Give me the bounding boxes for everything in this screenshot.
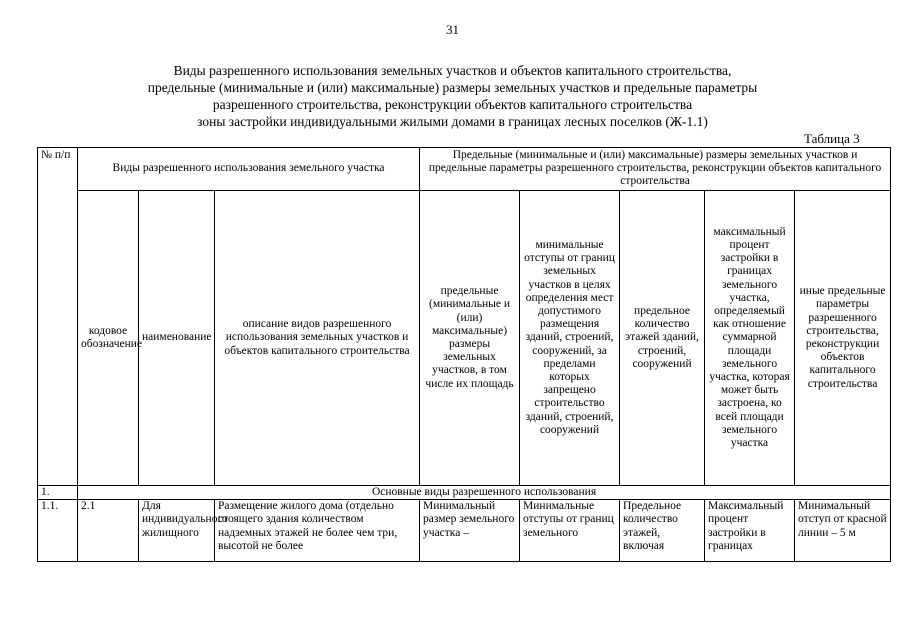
row-plot-sizes: Минимальный размер земельного участка – <box>420 500 520 562</box>
title-line-4: зоны застройки индивидуальными жилыми домами в границах лесных поселков (Ж-1.1) <box>197 114 708 129</box>
row-code: 2.1 <box>78 500 139 562</box>
header-number: № п/п <box>38 148 78 486</box>
page-number: 31 <box>446 22 459 37</box>
table-subheader-row <box>38 191 891 486</box>
subheader-name: наименование <box>139 191 215 486</box>
regulations-table <box>37 147 891 562</box>
table-row <box>38 500 891 562</box>
row-number: 1.1. <box>38 500 78 562</box>
document-title <box>80 62 825 130</box>
subheader-plot-sizes: предельные (минимальные и (или) максимальные) размеры земельных участков, в том числе их площадь <box>420 191 520 486</box>
subheader-other-params: иные предельные параметры разрешенного строительства, реконструкции объектов капитального строительства <box>795 191 891 486</box>
row-floors: Предельное количество этажей, включая <box>620 500 705 562</box>
section-number: 1. <box>38 486 78 500</box>
subheader-setbacks: минимальные отступы от границ земельных участков в целях определения мест допустимого размещения зданий, строений, сооружений, за пределами которых запрещено строительство зданий, строений, сооружений <box>520 191 620 486</box>
row-coverage: Максимальный процент застройки в границах <box>705 500 795 562</box>
subheader-floors: предельное количество этажей зданий, строений, сооружений <box>620 191 705 486</box>
table-header-row <box>38 148 891 191</box>
title-line-3: разрешенного строительства, реконструкции объектов капитального строительства <box>212 97 693 112</box>
subheader-coverage: максимальный процент застройки в границах земельного участка, определяемый как отношение суммарной площади земельного участка, которая может быть застроена, ко всей площади земельного участка <box>705 191 795 486</box>
row-name: Для индивидуального жилищного <box>139 500 215 562</box>
row-other-params: Минимальный отступ от красной линии – 5 м <box>795 500 891 562</box>
section-row <box>38 486 891 500</box>
header-limit-parameters: Предельные (минимальные и (или) максимальные) размеры земельных участков и предельные параметры разрешенного строительства, реконструкции объектов капитального строительства <box>420 148 891 191</box>
section-title: Основные виды разрешенного использования <box>78 486 891 500</box>
title-line-1: Виды разрешенного использования земельных участков и объектов капитального строительства, <box>173 63 732 78</box>
row-description: Размещение жилого дома (отдельно стоящего здания количеством надземных этажей не более чем три, высотой не более <box>215 500 420 562</box>
subheader-code: кодовое обозначение <box>78 191 139 486</box>
row-setbacks: Минимальные отступы от границ земельного <box>520 500 620 562</box>
subheader-description: описание видов разрешенного использования земельных участков и объектов капитального строительства <box>215 191 420 486</box>
title-line-2: предельные (минимальные и (или) максимальные) размеры земельных участков и предельные параметры <box>147 80 758 95</box>
header-permitted-uses: Виды разрешенного использования земельного участка <box>78 148 420 191</box>
table-label: Таблица 3 <box>804 131 860 146</box>
